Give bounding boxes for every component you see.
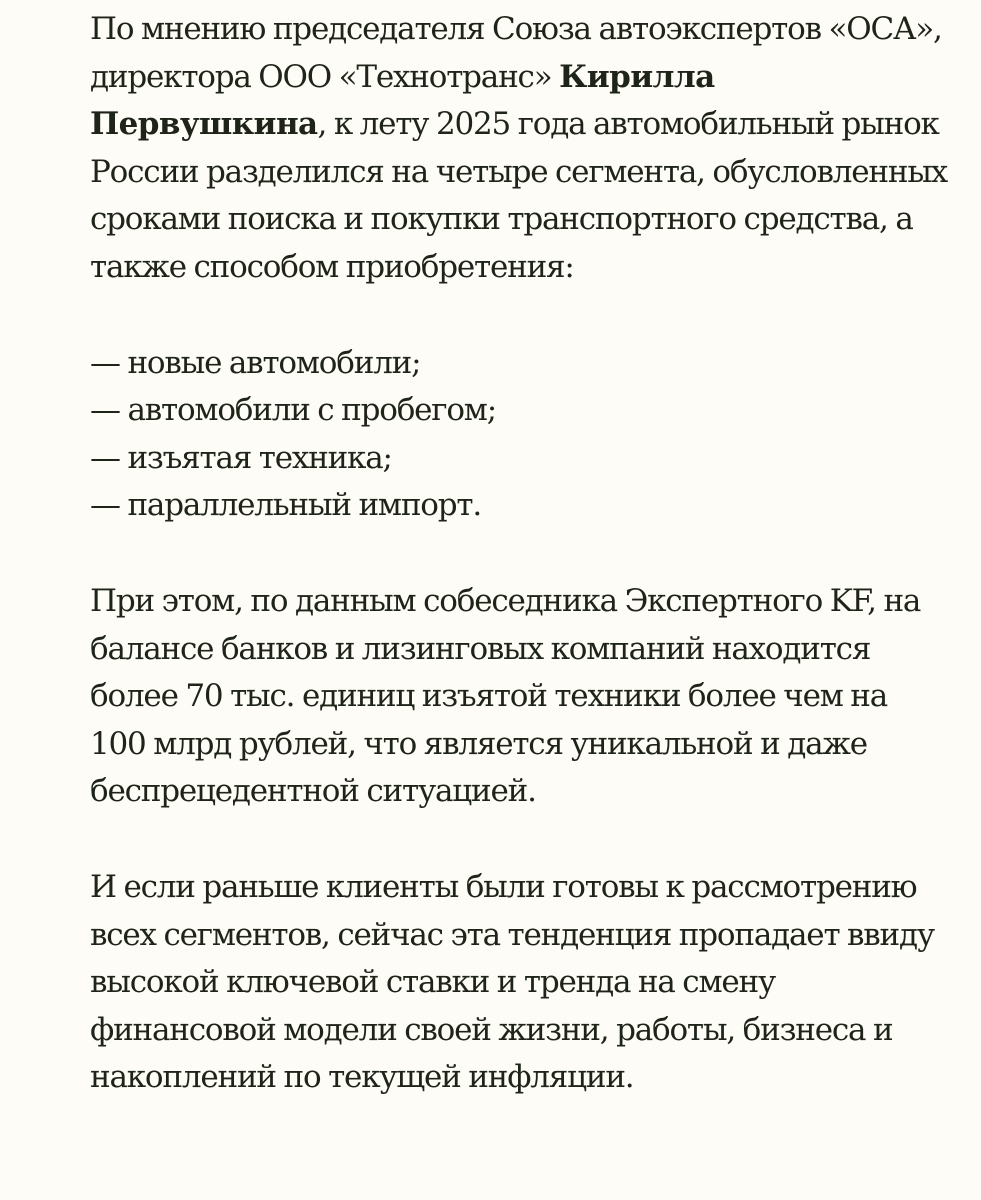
segment-list xyxy=(90,340,950,530)
paragraph-seized-vehicles: При этом, по данным собеседника Экспертного KF, на балансе банков и лизинговых компаний находится более 70 тыс. единиц изъятой техники более чем на 100 млрд рублей, что является уникальной и даже беспрецедентной ситуацией. xyxy=(90,582,921,810)
list-item: — параллельный импорт. xyxy=(90,487,482,524)
paragraph-opinion-rest: , к лету 2025 года автомобильный рынок России разделился на четыре сегмента, обусловленных сроками поиска и покупки транспортного средства, а также способом приобретения: xyxy=(90,106,948,285)
paragraph-spacer xyxy=(90,530,950,578)
article-body xyxy=(90,6,950,1102)
expert-name: Кирилла Первушкина xyxy=(90,58,715,143)
paragraph-spacer xyxy=(90,816,950,864)
list-item: — новые автомобили; xyxy=(90,344,421,381)
paragraph-trend: И если раньше клиенты были готовы к рассмотрению всех сегментов, сейчас эта тенденция пропадает ввиду высокой ключевой ставки и тренда на смену финансовой модели своей жизни, работы, бизнеса и накоплений по текущей инфляции. xyxy=(90,868,934,1096)
paragraph-spacer xyxy=(90,292,950,340)
paragraph-opinion-intro: По мнению председателя Союза автоэкспертов «ОСА», директора ООО «Технотранс» xyxy=(90,11,942,95)
list-item: — автомобили с пробегом; xyxy=(90,392,496,429)
paragraph-opinion xyxy=(90,6,950,292)
list-item: — изъятая техника; xyxy=(90,439,392,476)
